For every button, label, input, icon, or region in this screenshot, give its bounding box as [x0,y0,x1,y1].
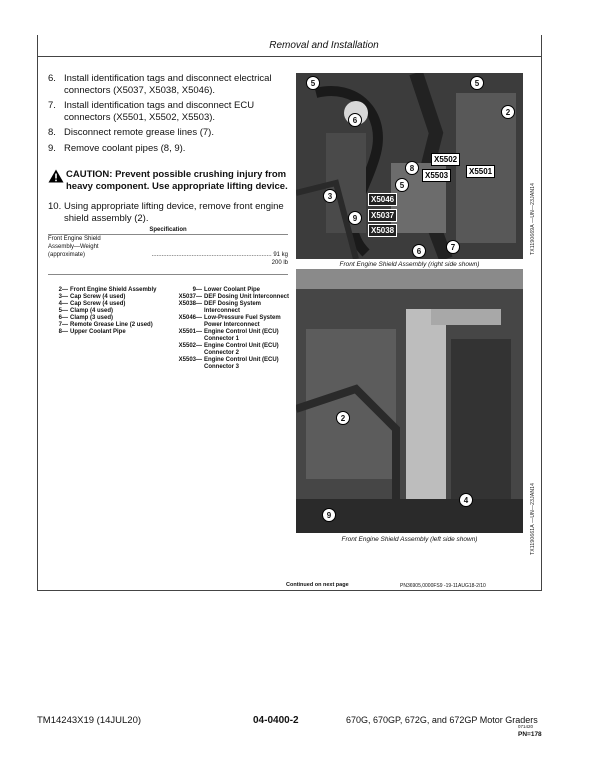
spec-row-label: Assembly—Weight [48,244,99,250]
callout-6: 6 [348,113,362,127]
step-8 [48,127,288,139]
connector-tag-x5037: X5037 [368,209,397,222]
spec-value-imperial: 200 lb [271,260,288,266]
caution-notice [48,169,293,192]
step-text: Disconnect remote grease lines (7). [64,127,214,138]
callout-9: 9 [322,508,336,522]
legend-item: 8— Upper Coolant Pipe [58,329,126,335]
step-text: Install identification tags and disconnect electrical connectors (X5037, X5038, X5046). [64,73,272,96]
legend-item: X5502— Engine Control Unit (ECU) Connector 2 [178,343,279,356]
engine-photo-illustration [296,269,523,533]
legend-item: 6— Clamp (3 used) [58,315,114,321]
connector-tag-x5502: X5502 [431,153,460,166]
continued-note: Continued on next page [286,582,349,588]
engine-shield-photo-right [296,73,523,259]
footer-page-number: 04-0400-2 [253,715,299,726]
callout-9: 9 [348,211,362,225]
step-text: Remove coolant pipes (8, 9). [64,142,186,154]
callout-2: 2 [501,105,515,119]
callout-7: 7 [446,240,460,254]
engine-shield-photo-left [296,269,523,533]
spec-title: Specification [149,227,187,233]
footer-models: 670G, 670GP, 672G, and 672GP Motor Graders [346,715,538,725]
spec-table [48,234,288,267]
photo-caption-left: Front Engine Shield Assembly (left side shown) [341,536,478,543]
step-text: Using appropriate lifting device, remove front engine shield assembly (2). [64,201,284,224]
callout-4: 4 [459,493,473,507]
footer-date-code: 071420 [518,724,534,729]
step-number: 9. [48,142,56,154]
legend-item: 9— Lower Coolant Pipe [192,287,261,293]
legend-item: X5038— DEF Dosing System Interconnect [178,301,262,314]
callout-5: 5 [395,178,409,192]
legend-item: X5501— Engine Control Unit (ECU) Connector 1 [178,329,279,342]
legend-item: 7— Remote Grease Line (2 used) [58,322,153,328]
page-header-title: Removal and Installation [269,40,379,51]
callout-5: 5 [470,76,484,90]
legend-item: X5037— DEF Dosing Unit Interconnect [178,294,290,300]
step-7 [48,100,288,123]
legend-right [174,287,294,371]
legend-item: X5046— Low-Pressure Fuel System Power Interconnect [178,315,281,328]
callout-3: 3 [323,189,337,203]
footer-pn: PN=178 [518,731,542,738]
legend-item: 4— Cap Screw (4 used) [58,301,126,307]
step-text: Install identification tags and disconnect ECU connectors (X5501, X5502, X5503). [64,100,255,123]
spec-value-metric: ........................................................................ 91 kg [151,252,288,258]
caution-text: CAUTION: Prevent possible crushing injury from heavy component. Use appropriate lifting device. [66,169,288,192]
callout-2: 2 [336,411,350,425]
step-number: 10. [48,201,62,212]
header-rule [37,56,542,57]
figure-code-right: TX1190669A —UN—23JAN14 [530,182,536,255]
step-number: 6. [48,73,56,84]
legend-left [56,287,166,336]
connector-tag-x5038: X5038 [368,224,397,237]
warning-icon [48,169,64,183]
step-9 [48,143,288,155]
callout-5: 5 [306,76,320,90]
legend-item: 5— Clamp (4 used) [58,308,114,314]
step-number: 8. [48,127,56,138]
footer-manual-id: TM14243X19 (14JUL20) [37,715,142,726]
connector-tag-x5046: X5046 [368,193,397,206]
callout-8: 8 [405,161,419,175]
footer-rule [37,590,542,591]
connector-tag-x5501: X5501 [466,165,495,178]
callout-6: 6 [412,244,426,258]
figure-code-left: TX1190661A —UN—23JAN14 [530,482,536,555]
procedure-steps [48,73,288,158]
spec-row-label: Front Engine Shield [48,236,101,242]
step-number: 7. [48,100,56,111]
spec-bottom-rule [48,274,288,275]
connector-tag-x5503: X5503 [422,169,451,182]
part-number-reference: PN36905,0000FS9 -19-11AUG18-2/10 [400,583,486,589]
step-6 [48,73,288,96]
step-10 [48,201,288,224]
legend-item: 2— Front Engine Shield Assembly [58,287,157,293]
legend-item: X5503— Engine Control Unit (ECU) Connector 3 [178,357,279,370]
legend-item: 3— Cap Screw (4 used) [58,294,126,300]
spec-row-label: (approximate) [48,252,86,258]
photo-caption-right: Front Engine Shield Assembly (right side shown) [339,261,480,268]
